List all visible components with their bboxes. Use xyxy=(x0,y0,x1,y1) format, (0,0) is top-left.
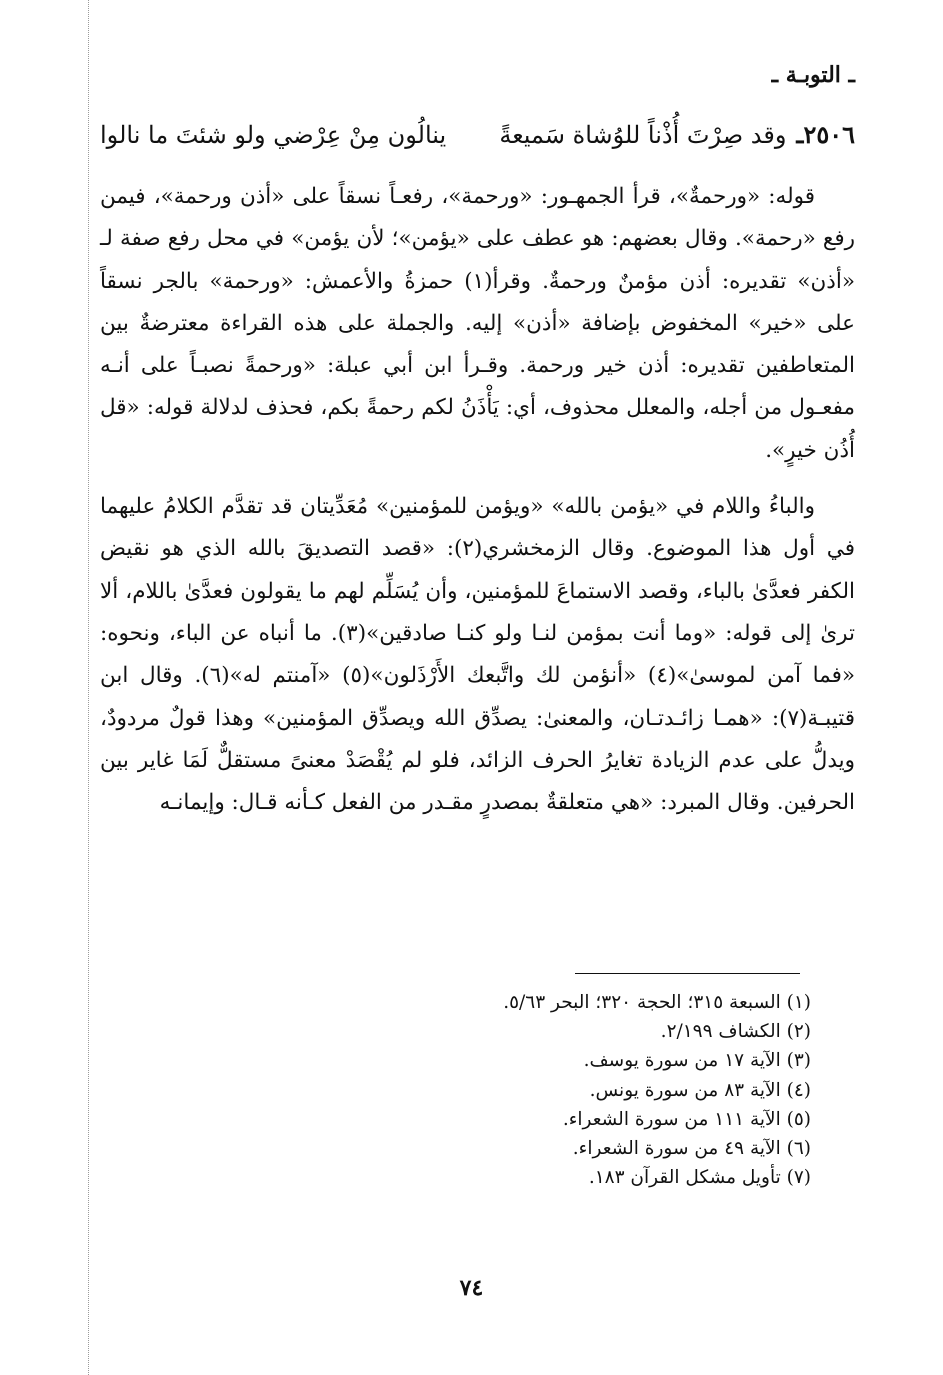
footnote: (٦) الآية ٤٩ من سورة الشعراء. xyxy=(572,1138,811,1160)
paragraph: والباءُ واللام في «يؤمن بالله» «ويؤمن للمؤمنين» مُعَدِّيتان قد تقدَّم الكلامُ عليهما في أول هذا الموضوع. وقال الزمخشري(٢): «قصد التصديقَ بالله الذي هو نقيض الكفر فعدَّىٰ بالباء، وقصد الاستماعَ للمؤمنين، وأن يُسَلِّم لهم ما يقولون فعدَّىٰ باللام، ألا ترىٰ إلى قوله: «وما أنت بمؤمن لنـا ولو كنـا صادقين»(٣). ما أنباه عن الباء، ونحوه: «فما آمن لموسىٰ»(٤) «أنؤمن لك واتَّبعك الأَرْذَلون»(٥) «آمنتم له»(٦). وقال ابن قتيبـة(٧): «همـا زائـدتـان، والمعنىٰ: يصدِّق الله ويصدِّق المؤمنين» وهذا قولٌ مردودٌ، ويدلُّ على عدم الزيادة تغايرُ الحرف الزائد، فلو لم يُقْصَدْ معنىً مستقلٌّ لَمَا غاير بين الحرفين. وقال المبرد: «هي متعلقةٌ بمصدرٍ مقـدر من الفعل كـأنه قـال: وإيمانـه xyxy=(100,494,856,816)
verse-hemistich-1: وقد صِرْتَ أُذْناً للوُشاة سَميعةً xyxy=(499,121,787,149)
footnotes-list xyxy=(111,988,811,1192)
footnote: (٣) الآية ١٧ من سورة يوسف. xyxy=(583,1050,811,1072)
footnote: (٤) الآية ٨٣ من سورة يونس. xyxy=(589,1079,811,1101)
running-head: ـ التوبـة ـ xyxy=(771,62,855,88)
verse-number: ٢٥٠٦ـ xyxy=(796,120,855,149)
verse-hemistich-2: ينالُون مِنْ عِرْضي ولو شئتَ ما نالوا xyxy=(100,121,447,149)
footnote-separator xyxy=(575,973,800,974)
page-edge-dotted-line xyxy=(88,0,89,1375)
page-number: ٧٤ xyxy=(459,1275,484,1301)
footnote: (٥) الآية ١١١ من سورة الشعراء. xyxy=(562,1108,811,1130)
footnote: (٢) الكشاف ٢/١٩٩. xyxy=(660,1021,811,1043)
verse-first-half xyxy=(499,120,855,149)
main-text xyxy=(100,176,855,824)
poetry-verse xyxy=(100,120,855,164)
footnote: (٧) تأويل مشكل القرآن ١٨٣. xyxy=(588,1167,811,1189)
footnote: (١) السبعة ٣١٥؛ الحجة ٣٢٠؛ البحر ٥/٦٣. xyxy=(503,992,811,1013)
paragraph: قوله: «ورحمةٌ»، قرأ الجمهـور: «ورحمة»، رفعـاً نسقاً على «أذن ورحمة»، فيمن رفع «رحمة». وقال بعضهم: هو عطف على «يؤمن»؛ لأن يؤمن» في محل رفع صفة لـ «أذن» تقديره: أذن مؤمنٌ ورحمةٌ. وقرأ(١) حمزةُ والأعمش: «ورحمة» بالجر نسقاً على «خير» المخفوض بإضافة «أذن» إليه. والجملة على هذه القراءة معترضةٌ بين المتعاطفين تقديره: أذن خير ورحمة. وقـرأ ابن أبي عبلة: «ورحمةً نصبـاً على أنـه مفعـول من أجله، والمعلل محذوف، أي: يَأْذَنُ لكم رحمةً بكم، فحذف لدلالة قوله: «قل أُذُن خيرٍ». xyxy=(100,184,856,463)
